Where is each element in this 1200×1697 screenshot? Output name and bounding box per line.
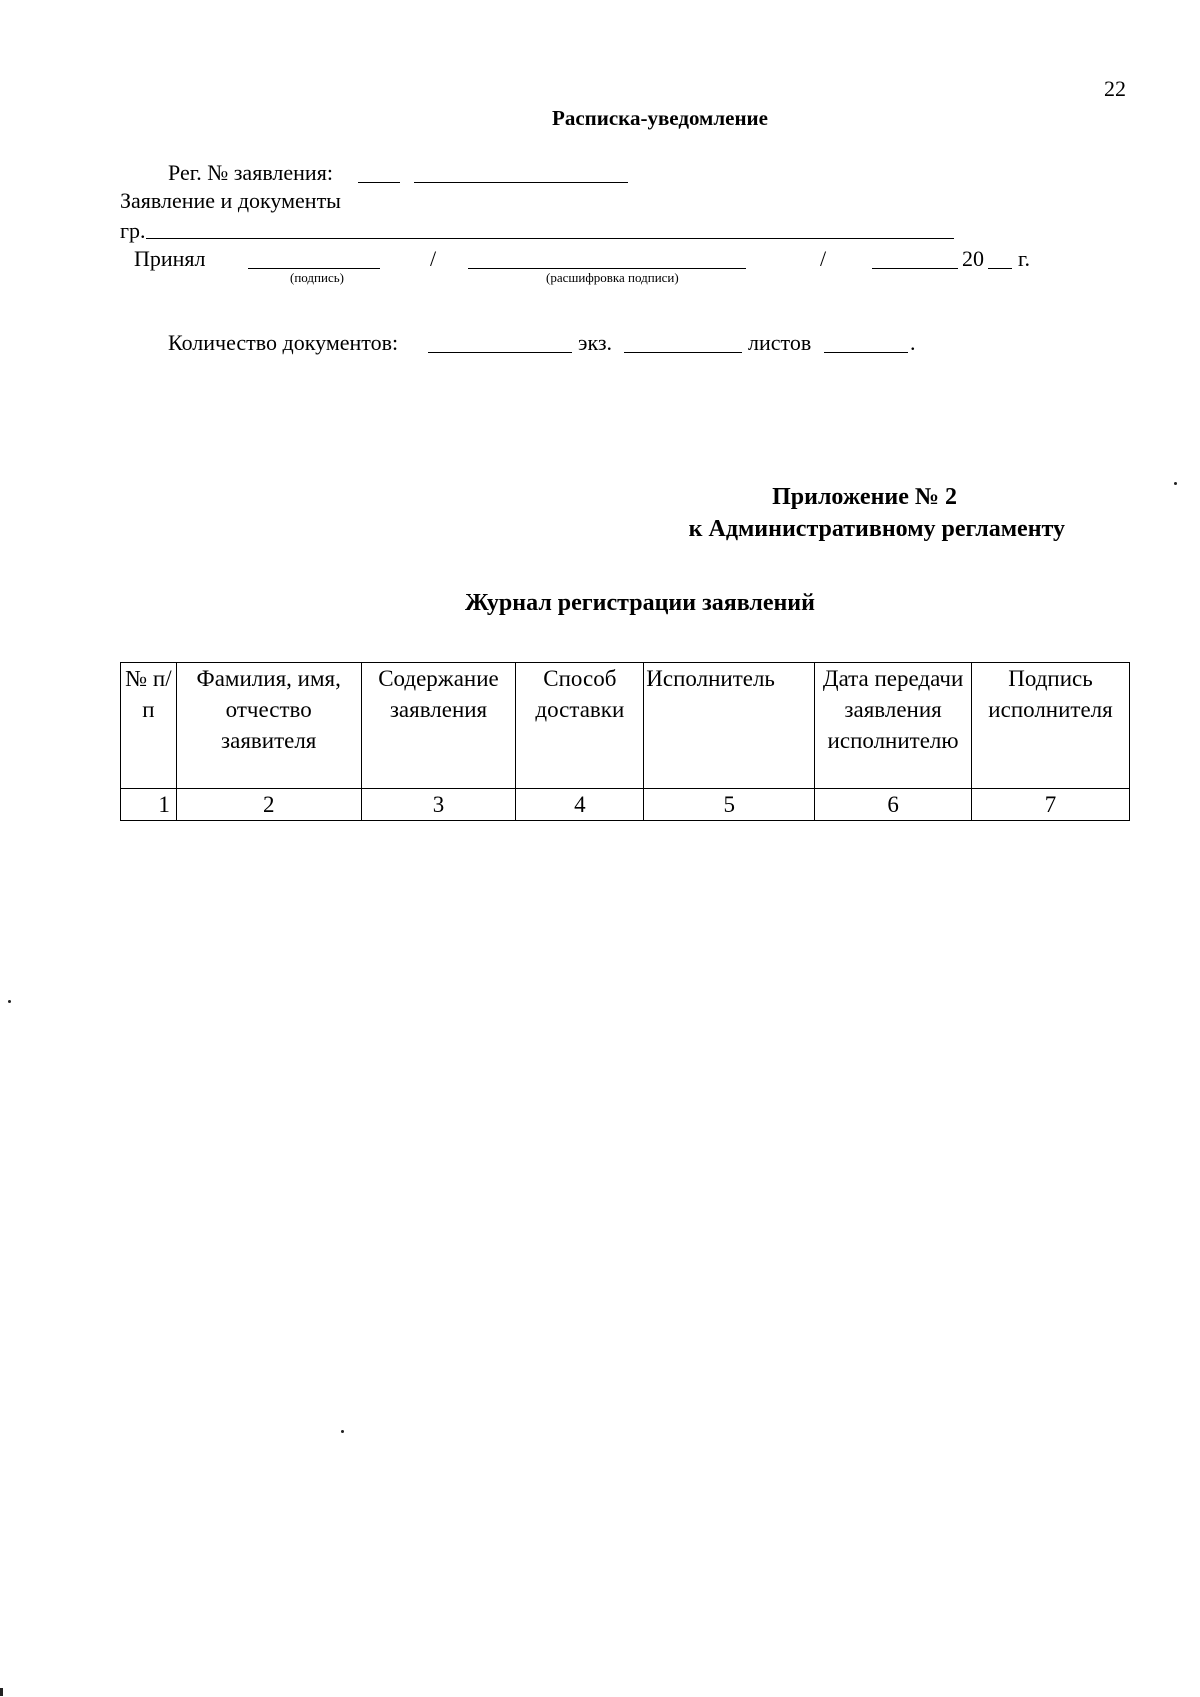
table-cell: 1 [121,789,177,821]
scan-speck [8,1000,11,1003]
appendix-line-1: Приложение № 2 [772,484,957,510]
journal-title: Журнал регистрации заявлений [465,590,815,616]
sheets-line [824,352,908,353]
header-cell-number: № п/п [121,663,177,789]
signature-line [248,268,380,269]
reg-number-label: Рег. № заявления: [168,160,333,185]
header-cell-delivery: Способ доставки [516,663,644,789]
table-cell: 6 [815,789,972,821]
table-row [121,789,1130,821]
sheets-label: листов [748,330,812,355]
table-cell: 2 [176,789,361,821]
appendix-line-2: к Административному регламенту [688,516,1065,542]
page-number: 22 [1104,76,1126,101]
docs-label: Заявление и документы [120,188,341,213]
citizen-line [146,238,954,239]
table-cell: 4 [516,789,644,821]
header-cell-executor-signature: Подпись исполнителя [972,663,1130,789]
count-line [428,352,572,353]
header-cell-content: Содержание заявления [361,663,516,789]
signature-caption: (подпись) [290,270,344,285]
scan-speck [0,1688,3,1696]
reg-number-line-2 [414,182,628,183]
scan-speck [341,1430,344,1433]
table-cell: 7 [972,789,1130,821]
header-cell-name: Фамилия, имя, отчество заявителя [176,663,361,789]
slash-2: / [820,246,827,271]
decoding-caption: (расшифровка подписи) [546,270,679,285]
date-line [872,268,958,269]
copies-label: экз. [578,330,613,355]
scan-speck [1174,482,1177,485]
table-cell: 3 [361,789,516,821]
table-cell: 5 [644,789,815,821]
journal-table [120,662,1130,821]
receipt-title: Расписка-уведомление [552,106,768,130]
slash-1: / [430,246,437,271]
accepted-label: Принял [134,246,206,271]
reg-number-line-1 [358,182,400,183]
citizen-label: гр. [120,218,146,243]
header-cell-transfer-date: Дата передачи заявления исполнителю [815,663,972,789]
period: . [910,330,916,355]
count-label: Количество документов: [168,330,399,355]
decoding-line [468,268,746,269]
copies-line [624,352,742,353]
year-prefix: 20 [962,246,984,271]
year-suffix: г. [1018,246,1031,271]
table-header-row [121,663,1130,789]
header-cell-executor: Исполнитель [644,663,815,789]
year-line [988,268,1012,269]
